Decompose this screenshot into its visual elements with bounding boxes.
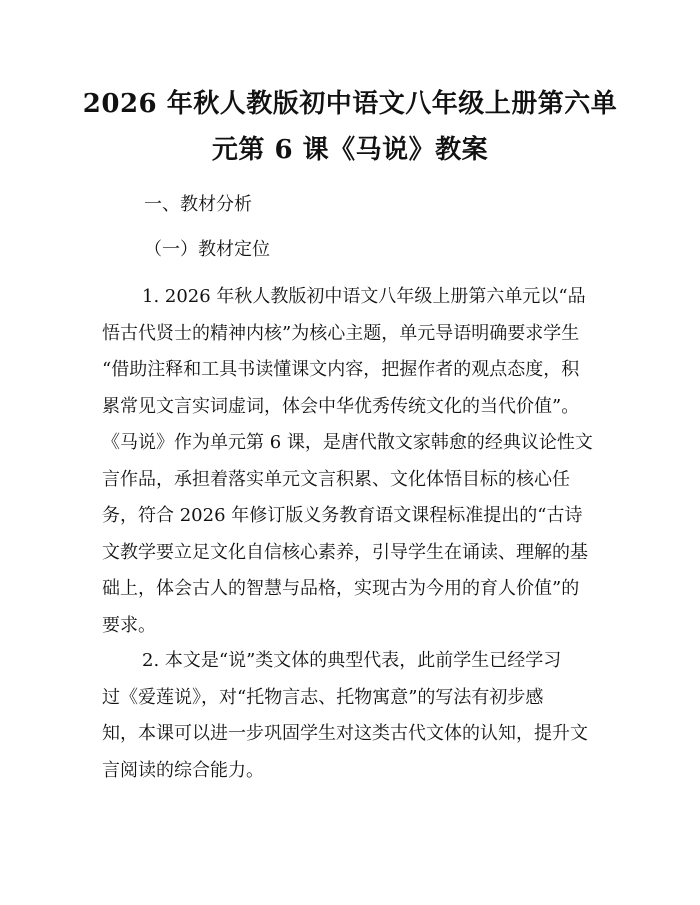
paragraph-1-line: 《马说》作为单元第 6 课，是唐代散文家韩愈的经典议论性文 xyxy=(102,432,593,453)
paragraph-1-line: 要求。 xyxy=(102,614,156,636)
subsection-heading: （一）教材定位 xyxy=(144,239,270,260)
paragraph-1-line: 累常见文言实词虚词，体会中华优秀传统文化的当代价值”。 xyxy=(102,395,580,417)
document-title-line-2: 元第 6 课《马说》教案 xyxy=(211,135,489,165)
paragraph-1-line: “借助注释和工具书读懂课文内容，把握作者的观点态度，积 xyxy=(102,359,580,380)
paragraph-2-line: 2. 本文是“说”类文体的典型代表，此前学生已经学习 xyxy=(142,650,562,671)
paragraph-1-line: 言作品，承担着落实单元文言积累、文化体悟目标的核心任 xyxy=(102,468,570,490)
paragraph-1 xyxy=(102,279,602,644)
paragraph-2-line: 知，本课可以进一步巩固学生对这类古代文体的认知，提升文 xyxy=(102,723,588,744)
paragraph-2-line: 言阅读的综合能力。 xyxy=(102,759,264,781)
paragraph-1-line: 务，符合 2026 年修订版义务教育语文课程标准提出的“古诗 xyxy=(102,505,583,526)
document-title-line-1: 2026 年秋人教版初中语文八年级上册第六单 xyxy=(82,89,618,119)
paragraph-2-line: 过《爱莲说》，对“托物言志、托物寓意”的写法有初步感 xyxy=(102,686,544,708)
paragraph-1-line: 1. 2026 年秋人教版初中语文八年级上册第六单元以“品 xyxy=(142,286,586,307)
paragraph-1-line: 悟古代贤士的精神内核”为核心主题，单元导语明确要求学生 xyxy=(102,322,580,344)
paragraph-2 xyxy=(102,643,602,789)
paragraph-1-line: 文教学要立足文化自信核心素养，引导学生在诵读、理解的基 xyxy=(102,541,588,563)
section-heading: 一、教材分析 xyxy=(144,194,252,215)
paragraph-1-line: 础上，体会古人的智慧与品格，实现古为今用的育人价值”的 xyxy=(102,578,580,599)
